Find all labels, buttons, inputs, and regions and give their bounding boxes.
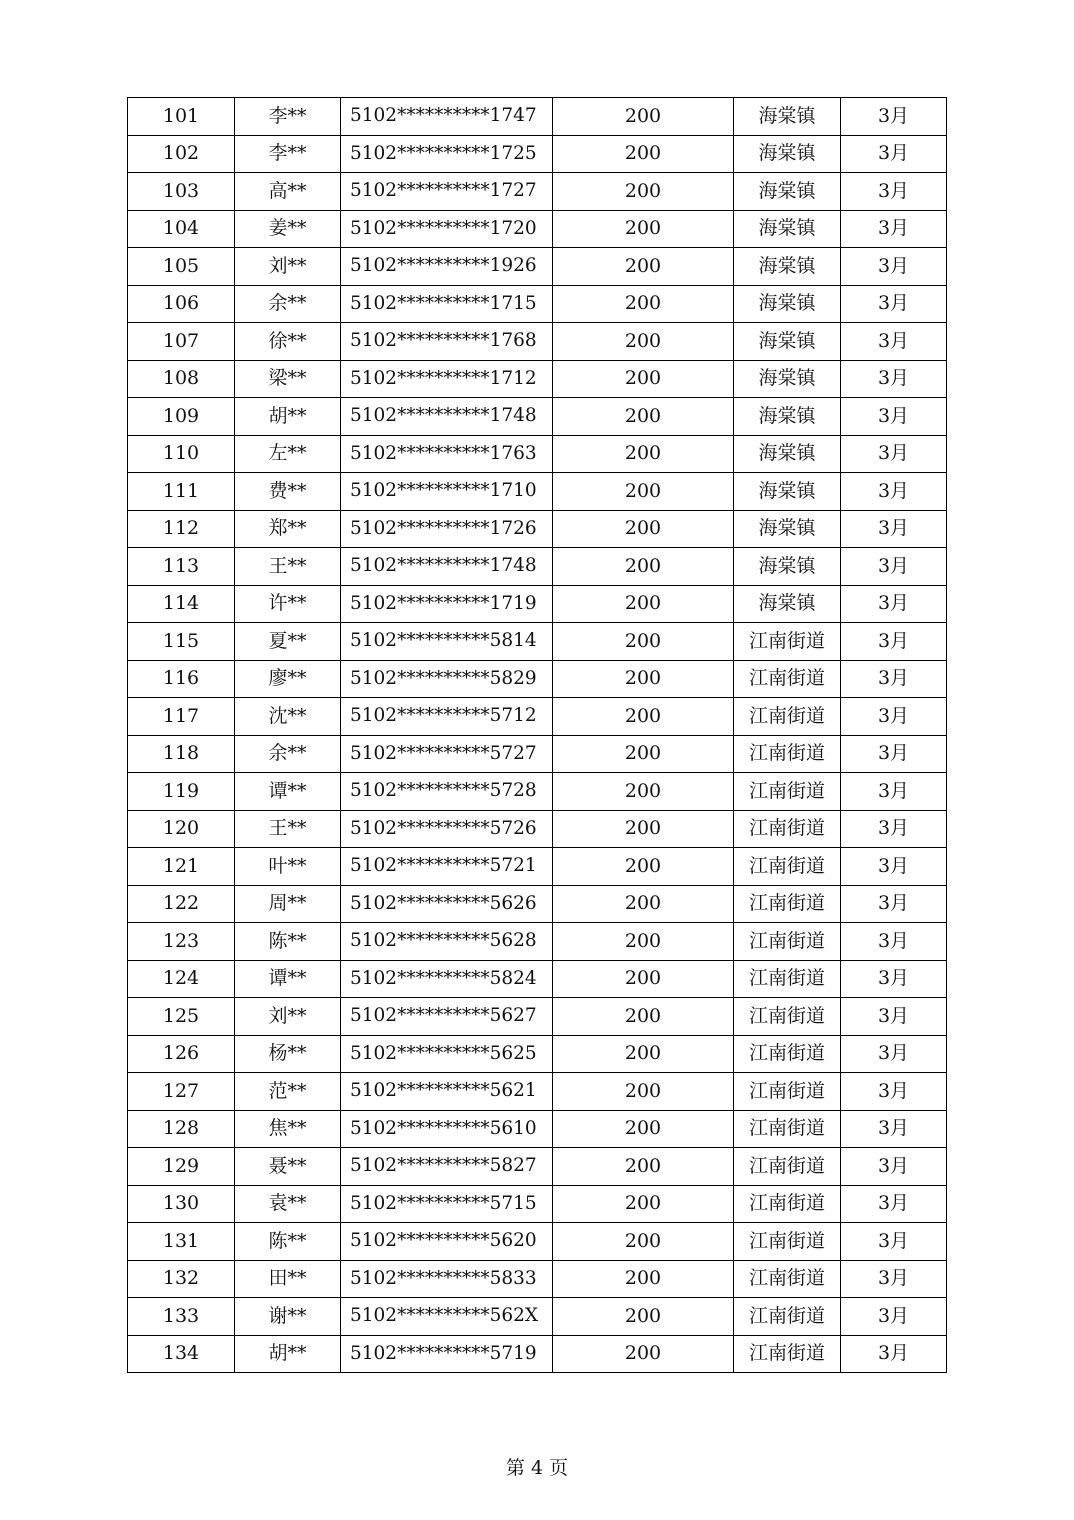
month-cell: 3月 [841,923,947,961]
id-number-cell: 5102**********5628 [341,923,553,961]
row-number-cell: 134 [128,1335,235,1373]
table-row [128,135,947,173]
id-number-cell: 5102**********5620 [341,1223,553,1261]
id-number-cell: 5102**********5712 [341,698,553,736]
month-cell: 3月 [841,960,947,998]
amount-cell: 200 [553,660,734,698]
row-number-cell: 123 [128,923,235,961]
amount-cell: 200 [553,623,734,661]
area-cell: 海棠镇 [734,473,841,511]
month-cell: 3月 [841,98,947,136]
table-row [128,585,947,623]
table-row [128,435,947,473]
row-number-cell: 129 [128,1148,235,1186]
id-number-cell: 5102**********5715 [341,1185,553,1223]
name-cell: 田** [235,1260,341,1298]
row-number-cell: 125 [128,998,235,1036]
area-cell: 江南街道 [734,735,841,773]
amount-cell: 200 [553,810,734,848]
month-cell: 3月 [841,1223,947,1261]
table-row [128,210,947,248]
area-cell: 海棠镇 [734,98,841,136]
table-row [128,1223,947,1261]
month-cell: 3月 [841,773,947,811]
name-cell: 胡** [235,1335,341,1373]
name-cell: 焦** [235,1110,341,1148]
table-row [128,998,947,1036]
month-cell: 3月 [841,398,947,436]
month-cell: 3月 [841,1073,947,1111]
area-cell: 海棠镇 [734,248,841,286]
area-cell: 江南街道 [734,1148,841,1186]
area-cell: 海棠镇 [734,398,841,436]
month-cell: 3月 [841,1260,947,1298]
row-number-cell: 118 [128,735,235,773]
id-number-cell: 5102**********1712 [341,360,553,398]
amount-cell: 200 [553,923,734,961]
amount-cell: 200 [553,1110,734,1148]
month-cell: 3月 [841,698,947,736]
row-number-cell: 110 [128,435,235,473]
row-number-cell: 116 [128,660,235,698]
amount-cell: 200 [553,173,734,211]
amount-cell: 200 [553,885,734,923]
table-row [128,1260,947,1298]
area-cell: 江南街道 [734,1185,841,1223]
amount-cell: 200 [553,1185,734,1223]
id-number-cell: 5102**********5721 [341,848,553,886]
amount-cell: 200 [553,248,734,286]
table-row [128,1148,947,1186]
name-cell: 姜** [235,210,341,248]
row-number-cell: 122 [128,885,235,923]
area-cell: 江南街道 [734,1335,841,1373]
area-cell: 海棠镇 [734,210,841,248]
area-cell: 江南街道 [734,623,841,661]
month-cell: 3月 [841,1185,947,1223]
name-cell: 叶** [235,848,341,886]
records-table [127,97,947,1373]
area-cell: 江南街道 [734,1223,841,1261]
table-row [128,623,947,661]
area-cell: 江南街道 [734,660,841,698]
table-row [128,1185,947,1223]
table-row [128,660,947,698]
month-cell: 3月 [841,660,947,698]
amount-cell: 200 [553,210,734,248]
name-cell: 刘** [235,248,341,286]
id-number-cell: 5102**********5727 [341,735,553,773]
month-cell: 3月 [841,885,947,923]
table-row [128,960,947,998]
table-row [128,810,947,848]
row-number-cell: 103 [128,173,235,211]
row-number-cell: 102 [128,135,235,173]
id-number-cell: 5102**********5621 [341,1073,553,1111]
name-cell: 周** [235,885,341,923]
amount-cell: 200 [553,398,734,436]
name-cell: 陈** [235,923,341,961]
row-number-cell: 111 [128,473,235,511]
amount-cell: 200 [553,585,734,623]
table-row [128,548,947,586]
name-cell: 高** [235,173,341,211]
month-cell: 3月 [841,998,947,1036]
row-number-cell: 105 [128,248,235,286]
month-cell: 3月 [841,510,947,548]
month-cell: 3月 [841,135,947,173]
amount-cell: 200 [553,435,734,473]
id-number-cell: 5102**********5814 [341,623,553,661]
table-row [128,473,947,511]
name-cell: 李** [235,135,341,173]
amount-cell: 200 [553,773,734,811]
id-number-cell: 5102**********5829 [341,660,553,698]
amount-cell: 200 [553,548,734,586]
row-number-cell: 106 [128,285,235,323]
month-cell: 3月 [841,623,947,661]
name-cell: 王** [235,810,341,848]
amount-cell: 200 [553,698,734,736]
id-number-cell: 5102**********1710 [341,473,553,511]
row-number-cell: 104 [128,210,235,248]
table-row [128,1298,947,1336]
id-number-cell: 5102**********1763 [341,435,553,473]
area-cell: 海棠镇 [734,510,841,548]
row-number-cell: 114 [128,585,235,623]
area-cell: 海棠镇 [734,285,841,323]
table-row [128,735,947,773]
amount-cell: 200 [553,1298,734,1336]
name-cell: 谭** [235,773,341,811]
table-row [128,885,947,923]
amount-cell: 200 [553,135,734,173]
area-cell: 江南街道 [734,885,841,923]
row-number-cell: 124 [128,960,235,998]
area-cell: 海棠镇 [734,435,841,473]
id-number-cell: 5102**********5627 [341,998,553,1036]
name-cell: 廖** [235,660,341,698]
name-cell: 余** [235,735,341,773]
month-cell: 3月 [841,435,947,473]
month-cell: 3月 [841,473,947,511]
amount-cell: 200 [553,1148,734,1186]
id-number-cell: 5102**********5610 [341,1110,553,1148]
row-number-cell: 128 [128,1110,235,1148]
id-number-cell: 5102**********1715 [341,285,553,323]
id-number-cell: 5102**********1768 [341,323,553,361]
name-cell: 范** [235,1073,341,1111]
row-number-cell: 107 [128,323,235,361]
id-number-cell: 5102**********1725 [341,135,553,173]
row-number-cell: 101 [128,98,235,136]
name-cell: 刘** [235,998,341,1036]
table-row [128,1110,947,1148]
amount-cell: 200 [553,998,734,1036]
row-number-cell: 109 [128,398,235,436]
month-cell: 3月 [841,848,947,886]
table-row [128,173,947,211]
month-cell: 3月 [841,360,947,398]
amount-cell: 200 [553,1260,734,1298]
row-number-cell: 108 [128,360,235,398]
name-cell: 谢** [235,1298,341,1336]
id-number-cell: 5102**********5728 [341,773,553,811]
row-number-cell: 126 [128,1035,235,1073]
name-cell: 谭** [235,960,341,998]
month-cell: 3月 [841,1035,947,1073]
name-cell: 杨** [235,1035,341,1073]
table-row [128,848,947,886]
id-number-cell: 5102**********5827 [341,1148,553,1186]
id-number-cell: 5102**********1719 [341,585,553,623]
month-cell: 3月 [841,173,947,211]
amount-cell: 200 [553,1073,734,1111]
name-cell: 李** [235,98,341,136]
month-cell: 3月 [841,735,947,773]
name-cell: 许** [235,585,341,623]
row-number-cell: 120 [128,810,235,848]
row-number-cell: 117 [128,698,235,736]
month-cell: 3月 [841,210,947,248]
area-cell: 海棠镇 [734,135,841,173]
month-cell: 3月 [841,248,947,286]
area-cell: 江南街道 [734,960,841,998]
row-number-cell: 133 [128,1298,235,1336]
name-cell: 胡** [235,398,341,436]
id-number-cell: 5102**********1727 [341,173,553,211]
table-row [128,1335,947,1373]
id-number-cell: 5102**********5726 [341,810,553,848]
name-cell: 余** [235,285,341,323]
name-cell: 梁** [235,360,341,398]
area-cell: 海棠镇 [734,548,841,586]
row-number-cell: 132 [128,1260,235,1298]
table-row [128,698,947,736]
amount-cell: 200 [553,473,734,511]
table-row [128,360,947,398]
id-number-cell: 5102**********5824 [341,960,553,998]
month-cell: 3月 [841,1335,947,1373]
name-cell: 陈** [235,1223,341,1261]
table-row [128,923,947,961]
area-cell: 海棠镇 [734,585,841,623]
area-cell: 江南街道 [734,923,841,961]
name-cell: 王** [235,548,341,586]
name-cell: 沈** [235,698,341,736]
area-cell: 江南街道 [734,1260,841,1298]
area-cell: 江南街道 [734,1298,841,1336]
month-cell: 3月 [841,1148,947,1186]
month-cell: 3月 [841,585,947,623]
month-cell: 3月 [841,1298,947,1336]
amount-cell: 200 [553,1335,734,1373]
month-cell: 3月 [841,810,947,848]
table-row [128,773,947,811]
amount-cell: 200 [553,285,734,323]
name-cell: 费** [235,473,341,511]
area-cell: 江南街道 [734,1035,841,1073]
table-row [128,323,947,361]
table-row [128,285,947,323]
name-cell: 郑** [235,510,341,548]
id-number-cell: 5102**********1747 [341,98,553,136]
amount-cell: 200 [553,848,734,886]
id-number-cell: 5102**********5719 [341,1335,553,1373]
area-cell: 江南街道 [734,810,841,848]
amount-cell: 200 [553,510,734,548]
table-row [128,248,947,286]
amount-cell: 200 [553,1035,734,1073]
month-cell: 3月 [841,285,947,323]
id-number-cell: 5102**********1720 [341,210,553,248]
amount-cell: 200 [553,960,734,998]
month-cell: 3月 [841,1110,947,1148]
row-number-cell: 112 [128,510,235,548]
area-cell: 海棠镇 [734,323,841,361]
name-cell: 徐** [235,323,341,361]
id-number-cell: 5102**********5625 [341,1035,553,1073]
name-cell: 夏** [235,623,341,661]
row-number-cell: 113 [128,548,235,586]
id-number-cell: 5102**********1748 [341,398,553,436]
name-cell: 左** [235,435,341,473]
table-body [128,98,947,1373]
id-number-cell: 5102**********562X [341,1298,553,1336]
id-number-cell: 5102**********1748 [341,548,553,586]
area-cell: 海棠镇 [734,173,841,211]
amount-cell: 200 [553,98,734,136]
amount-cell: 200 [553,360,734,398]
area-cell: 江南街道 [734,773,841,811]
area-cell: 江南街道 [734,698,841,736]
id-number-cell: 5102**********5626 [341,885,553,923]
area-cell: 海棠镇 [734,360,841,398]
amount-cell: 200 [553,1223,734,1261]
month-cell: 3月 [841,323,947,361]
area-cell: 江南街道 [734,848,841,886]
row-number-cell: 130 [128,1185,235,1223]
amount-cell: 200 [553,735,734,773]
area-cell: 江南街道 [734,1110,841,1148]
name-cell: 袁** [235,1185,341,1223]
table-row [128,1035,947,1073]
month-cell: 3月 [841,548,947,586]
table-row [128,1073,947,1111]
name-cell: 聂** [235,1148,341,1186]
page-number: 第 4 页 [505,1457,569,1479]
row-number-cell: 119 [128,773,235,811]
id-number-cell: 5102**********1926 [341,248,553,286]
id-number-cell: 5102**********5833 [341,1260,553,1298]
row-number-cell: 121 [128,848,235,886]
amount-cell: 200 [553,323,734,361]
area-cell: 江南街道 [734,1073,841,1111]
row-number-cell: 131 [128,1223,235,1261]
row-number-cell: 127 [128,1073,235,1111]
row-number-cell: 115 [128,623,235,661]
id-number-cell: 5102**********1726 [341,510,553,548]
table-row [128,398,947,436]
area-cell: 江南街道 [734,998,841,1036]
table-row [128,510,947,548]
table-row [128,98,947,136]
